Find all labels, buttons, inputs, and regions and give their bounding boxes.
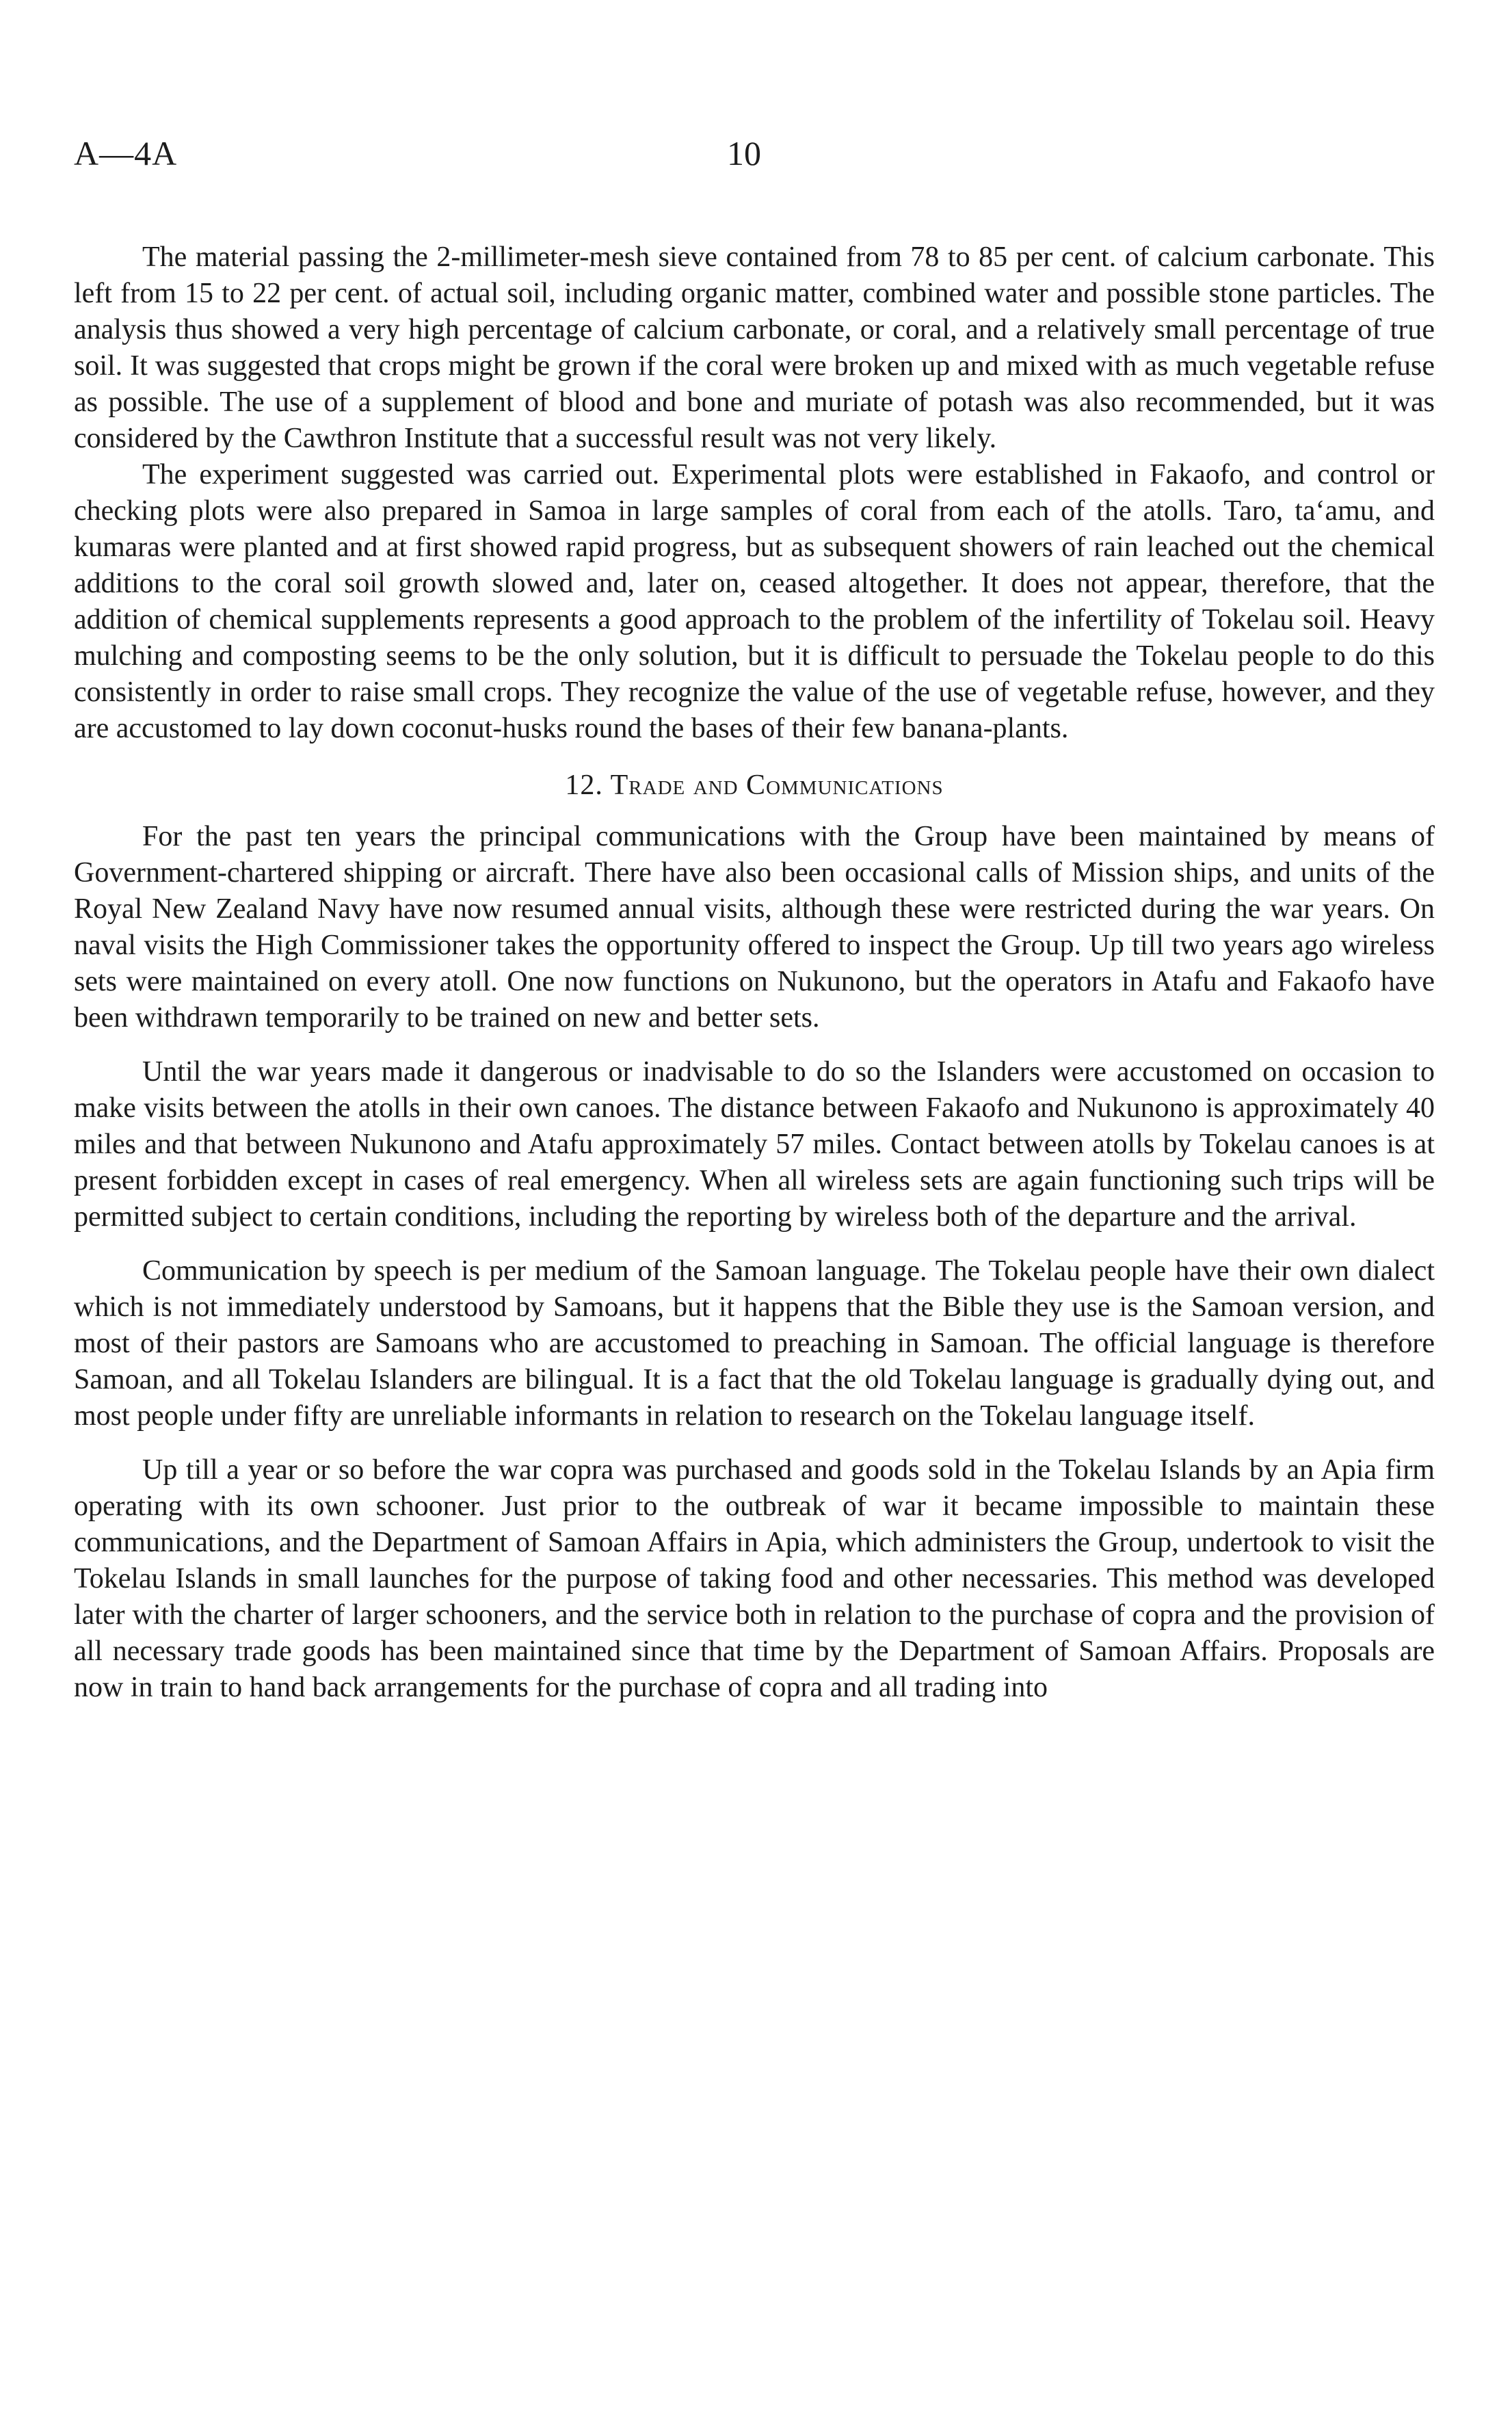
page-body (74, 239, 1435, 1706)
paragraph-experiment: The experiment suggested was carried out. Experimental plots were established in Fakaofo, and control or checking plots were also prepared in Samoa in large samples of coral from each of the atolls. Taro, ta‘amu, and kumaras were planted and at first showed rapid progress, but as subsequent showers of rain leached out the chemical additions to the coral soil growth slowed and, later on, ceased altogether. It does not appear, therefore, that the addition of chemical supplements represents a good approach to the problem of the infertility of Tokelau soil. Heavy mulching and composting seems to be the only solution, but it is difficult to persuade the Tokelau people to do this consistently in order to raise small crops. They recognize the value of the use of vegetable refuse, however, and they are accustomed to lay down coconut-husks round the bases of their few banana-plants. (74, 459, 1435, 744)
page-number: 10 (727, 134, 761, 172)
paragraph-communications: For the past ten years the principal communications with the Group have been maintained by means of Government-chartered shipping or aircraft. There have also been occasional calls of Mission ships, and units of the Royal New Zealand Navy have now resumed annual visits, although these were restricted during the war years. On naval visits the High Commissioner takes the opportunity offered to inspect the Group. Up till two years ago wireless sets were maintained on every atoll. One now functions on Nukunono, but the operators in Atafu and Fakaofo have been withdrawn temporarily to be trained on new and better sets. (74, 821, 1435, 1034)
paragraph-trade: Up till a year or so before the war copra was purchased and goods sold in the Tokelau Islands by an Apia firm operating with its own schooner. Just prior to the outbreak of war it became impossible to maintain these communications, and the Department of Samoan Affairs in Apia, which administers the Group, undertook to visit the Tokelau Islands in small launches for the purpose of taking food and other necessaries. This method was developed later with the charter of larger schooners, and the service both in relation to the purchase of copra and the provision of all necessary trade goods has been maintained since that time by the Department of Samoan Affairs. Proposals are now in train to hand back arrangements for the purchase of copra and all trading into (74, 1454, 1435, 1703)
page-header (74, 133, 1442, 188)
document-reference: A—4A (74, 134, 178, 172)
section-heading: 12. Trade and Communications (565, 770, 944, 801)
paragraph-soil-analysis: The material passing the 2-millimeter-mesh sieve contained from 78 to 85 per cent. of calcium carbonate. This left from 15 to 22 per cent. of actual soil, including organic matter, combined water and possible stone particles. The analysis thus showed a very high percentage of calcium carbonate, or coral, and a relatively small percentage of true soil. It was suggested that crops might be grown if the coral were broken up and mixed with as much vegetable refuse as possible. The use of a supplement of blood and bone and muriate of potash was also recommended, but it was considered by the Cawthron Institute that a successful result was not very likely. (74, 241, 1435, 454)
paragraph-language: Communication by speech is per medium of the Samoan language. The Tokelau people have their own dialect which is not immediately understood by Samoans, but it happens that the Bible they use is the Samoan version, and most of their pastors are Samoans who are accustomed to preaching in Samoan. The official language is therefore Samoan, and all Tokelau Islanders are bilingual. It is a fact that the old Tokelau language is gradually dying out, and most people under fifty are unreliable informants in relation to research on the Tokelau language itself. (74, 1255, 1435, 1432)
paragraph-canoe-visits: Until the war years made it dangerous or inadvisable to do so the Islanders were accustomed on occasion to make visits between the atolls in their own canoes. The distance between Fakaofo and Nukunono is approximately 40 miles and that between Nukunono and Atafu approximately 57 miles. Contact between atolls by Tokelau canoes is at present forbidden except in cases of real emergency. When all wireless sets are again functioning such trips will be permitted subject to certain conditions, including the reporting by wireless both of the departure and the arrival. (74, 1056, 1435, 1233)
